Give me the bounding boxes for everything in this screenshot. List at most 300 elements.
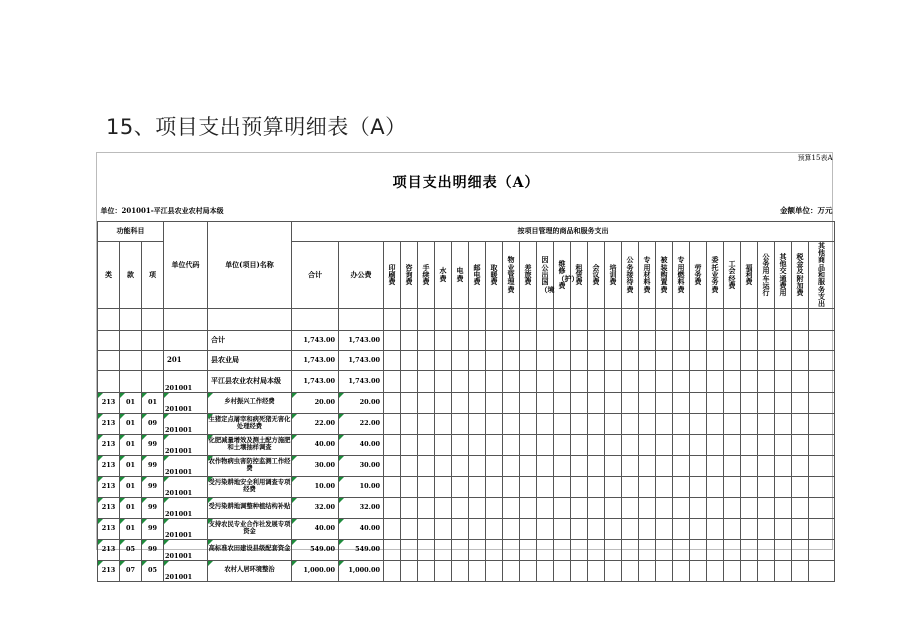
header-item-label: 其他商品和服务支出 [818,240,826,309]
blank-cell [622,308,639,330]
empty-cell [486,539,503,560]
empty-cell [486,370,503,392]
empty-cell [707,330,724,350]
cell-xiang: 99 [142,518,164,539]
header-item-label: 税金及附加费 [796,251,804,298]
empty-cell [469,497,486,518]
header-item [401,241,418,308]
empty-cell [775,497,792,518]
empty-cell [384,350,401,370]
header-office: 办公费 [339,241,384,308]
empty-cell [435,370,452,392]
header-item [418,241,435,308]
empty-cell [758,518,775,539]
empty-cell [401,518,418,539]
blank-cell [758,308,775,330]
header-item-label: 印刷费 [388,262,396,287]
empty-cell [741,518,758,539]
blank-cell [605,308,622,330]
empty-cell [656,413,673,434]
empty-cell [792,434,809,455]
empty-cell [486,350,503,370]
cell-xiang: 09 [142,413,164,434]
header-item [656,241,673,308]
empty-cell [792,392,809,413]
empty-cell [452,350,469,370]
cell-name: 受污染耕地调整种植结构补贴 [208,497,292,518]
empty-cell [503,455,520,476]
empty-cell [758,539,775,560]
empty-cell [554,476,571,497]
empty-cell [588,392,605,413]
cell-lei [98,370,120,392]
empty-cell [418,370,435,392]
empty-cell [758,476,775,497]
blank-cell [520,308,537,330]
empty-cell [775,455,792,476]
empty-cell [503,497,520,518]
empty-cell [588,476,605,497]
empty-cell [792,539,809,560]
empty-cell [639,560,656,581]
empty-cell [384,476,401,497]
empty-cell [758,434,775,455]
empty-cell [520,476,537,497]
cell-total: 1,743.00 [292,350,339,370]
empty-cell [792,476,809,497]
table-row [98,413,835,434]
cell-total: 20.00 [292,392,339,413]
empty-cell [758,455,775,476]
empty-cell [775,392,792,413]
empty-cell [673,476,690,497]
empty-cell [656,560,673,581]
empty-cell [639,497,656,518]
cell-total: 1,743.00 [292,330,339,350]
cell-kuan: 01 [120,518,142,539]
cell-xiang [142,350,164,370]
empty-cell [775,476,792,497]
cell-kuan [120,350,142,370]
blank-cell [792,308,809,330]
summary-row [98,350,835,370]
cell-total: 32.00 [292,497,339,518]
empty-cell [384,518,401,539]
empty-cell [435,497,452,518]
cell-lei: 213 [98,560,120,581]
empty-cell [724,413,741,434]
empty-cell [775,413,792,434]
empty-cell [673,350,690,370]
empty-cell [384,497,401,518]
header-item-label: 因公出国（境 [540,255,555,294]
blank-cell [418,308,435,330]
empty-cell [690,434,707,455]
empty-cell [758,392,775,413]
empty-cell [639,455,656,476]
header-item [622,241,639,308]
empty-cell [775,350,792,370]
empty-cell [418,455,435,476]
cell-name: 生猪定点屠宰和病死猪无害化处理经费 [208,413,292,434]
cell-code: 201001 [164,560,208,581]
page-heading: 15、项目支出预算明细表（A） [106,115,407,139]
cell-office: 1,743.00 [339,350,384,370]
empty-cell [503,392,520,413]
empty-cell [656,539,673,560]
cell-office: 1,000.00 [339,560,384,581]
empty-cell [775,518,792,539]
cell-kuan [120,370,142,392]
empty-cell [452,455,469,476]
cell-name: 农村人居环境整治 [208,560,292,581]
empty-cell [724,539,741,560]
cell-code: 201001 [164,539,208,560]
empty-cell [554,350,571,370]
empty-cell [537,350,554,370]
empty-cell [741,370,758,392]
empty-cell [724,497,741,518]
empty-cell [605,455,622,476]
empty-cell [656,370,673,392]
empty-cell [605,370,622,392]
empty-cell [673,560,690,581]
empty-cell [622,350,639,370]
empty-cell [656,476,673,497]
empty-cell [588,518,605,539]
header-unit-name: 单位(项目)名称 [208,221,292,308]
empty-cell [673,539,690,560]
table-row [98,455,835,476]
empty-cell [435,330,452,350]
cell-total: 10.00 [292,476,339,497]
empty-cell [758,350,775,370]
blank-cell [503,308,520,330]
empty-cell [690,497,707,518]
empty-cell [809,350,835,370]
header-item [775,241,792,308]
empty-cell [741,330,758,350]
empty-cell [605,560,622,581]
empty-cell [384,434,401,455]
cell-kuan: 07 [120,560,142,581]
empty-cell [520,560,537,581]
empty-cell [435,560,452,581]
empty-cell [605,497,622,518]
empty-cell [520,413,537,434]
header-item-label: 劳务费 [694,262,702,287]
cell-office: 1,743.00 [339,370,384,392]
cell-name: 支持农民专业合作社发展专项资金 [208,518,292,539]
empty-cell [384,413,401,434]
empty-cell [741,539,758,560]
header-item-label: 会议费 [592,262,600,287]
empty-cell [605,413,622,434]
header-group: 按项目管理的商品和服务支出 [292,221,835,241]
cell-code: 201 [164,350,208,370]
empty-cell [537,476,554,497]
cell-kuan [120,330,142,350]
empty-cell [809,560,835,581]
empty-cell [622,497,639,518]
empty-cell [401,370,418,392]
empty-cell [401,455,418,476]
empty-cell [503,476,520,497]
blank-cell [435,308,452,330]
empty-cell [588,539,605,560]
header-item [537,241,554,308]
empty-cell [418,518,435,539]
empty-cell [707,539,724,560]
cell-code: 201001 [164,518,208,539]
cell-kuan: 01 [120,413,142,434]
header-item-label: 物业管理费 [507,255,515,294]
empty-cell [707,476,724,497]
blank-cell [690,308,707,330]
empty-cell [401,350,418,370]
header-item [707,241,724,308]
empty-cell [401,539,418,560]
empty-cell [707,350,724,370]
cell-lei: 213 [98,392,120,413]
table-row [98,518,835,539]
empty-cell [656,434,673,455]
empty-cell [639,370,656,392]
empty-cell [520,392,537,413]
empty-cell [384,560,401,581]
empty-cell [418,413,435,434]
empty-cell [690,539,707,560]
empty-cell [792,330,809,350]
blank-cell [401,308,418,330]
empty-cell [775,370,792,392]
blank-cell [588,308,605,330]
empty-cell [639,392,656,413]
cell-lei: 213 [98,413,120,434]
empty-cell [605,539,622,560]
empty-cell [452,330,469,350]
header-item [741,241,758,308]
empty-cell [673,392,690,413]
header-kuan: 款 [120,241,142,308]
cell-office: 30.00 [339,455,384,476]
empty-cell [758,413,775,434]
header-item-label: 公务接待费 [626,255,634,294]
cell-xiang [142,370,164,392]
empty-cell [520,539,537,560]
empty-cell [384,370,401,392]
header-func-subject: 功能科目 [98,221,164,241]
empty-cell [503,539,520,560]
empty-cell [435,350,452,370]
empty-cell [707,413,724,434]
cell-kuan: 01 [120,455,142,476]
empty-cell [452,370,469,392]
empty-cell [571,497,588,518]
empty-cell [605,476,622,497]
empty-cell [741,350,758,370]
blank-cell [724,308,741,330]
empty-cell [724,560,741,581]
cell-kuan: 01 [120,476,142,497]
empty-cell [571,330,588,350]
blank-cell [673,308,690,330]
empty-cell [571,413,588,434]
empty-cell [571,518,588,539]
cell-total: 1,000.00 [292,560,339,581]
empty-cell [690,518,707,539]
empty-cell [673,330,690,350]
blank-cell [554,308,571,330]
empty-cell [384,539,401,560]
blank-cell [164,308,208,330]
empty-cell [639,413,656,434]
empty-cell [503,560,520,581]
header-item [639,241,656,308]
empty-cell [486,560,503,581]
cell-kuan: 01 [120,434,142,455]
empty-cell [554,518,571,539]
empty-cell [435,455,452,476]
empty-cell [537,560,554,581]
empty-cell [520,330,537,350]
empty-cell [622,455,639,476]
empty-cell [401,434,418,455]
cell-office: 549.00 [339,539,384,560]
empty-cell [469,350,486,370]
empty-cell [639,330,656,350]
cell-kuan: 05 [120,539,142,560]
empty-cell [537,539,554,560]
empty-cell [469,518,486,539]
empty-cell [690,560,707,581]
empty-cell [639,518,656,539]
header-total: 合计 [292,241,339,308]
empty-cell [537,497,554,518]
header-item [520,241,537,308]
empty-cell [775,539,792,560]
empty-cell [673,370,690,392]
empty-cell [707,560,724,581]
empty-cell [469,330,486,350]
header-item-label: 其他交通费用 [779,251,787,298]
empty-cell [605,350,622,370]
blank-cell [486,308,503,330]
empty-cell [537,370,554,392]
cell-xiang: 99 [142,455,164,476]
header-item [809,241,835,308]
empty-cell [435,539,452,560]
header-item [435,241,452,308]
empty-cell [707,370,724,392]
empty-cell [656,455,673,476]
empty-cell [418,560,435,581]
empty-cell [622,518,639,539]
cell-lei: 213 [98,455,120,476]
empty-cell [554,434,571,455]
header-item-label: 邮电费 [473,262,481,287]
cell-code: 201001 [164,455,208,476]
empty-cell [469,560,486,581]
blank-cell [98,308,120,330]
header-item-label: 维修（护）费 [557,258,579,290]
header-lei: 类 [98,241,120,308]
empty-cell [707,518,724,539]
empty-cell [673,518,690,539]
empty-cell [741,392,758,413]
empty-cell [520,497,537,518]
empty-cell [588,413,605,434]
cell-lei: 213 [98,497,120,518]
cell-lei: 213 [98,518,120,539]
empty-cell [486,434,503,455]
header-item [690,241,707,308]
empty-cell [588,330,605,350]
cell-total: 22.00 [292,413,339,434]
empty-cell [656,392,673,413]
empty-cell [469,434,486,455]
cell-lei [98,350,120,370]
empty-cell [622,370,639,392]
header-item [503,241,520,308]
empty-cell [741,476,758,497]
empty-cell [588,370,605,392]
header-item-label: 委托业务费 [711,255,719,294]
budget-table [97,153,835,582]
cell-name: 农作物病虫害防控监测工作经费 [208,455,292,476]
empty-cell [605,330,622,350]
cell-xiang: 99 [142,497,164,518]
empty-cell [384,455,401,476]
header-item-label: 差旅费 [524,262,532,287]
blank-cell [208,308,292,330]
empty-cell [418,330,435,350]
summary-row [98,370,835,392]
empty-cell [503,350,520,370]
empty-cell [707,497,724,518]
cell-code: 201001 [164,497,208,518]
empty-cell [690,476,707,497]
empty-cell [537,330,554,350]
empty-cell [452,539,469,560]
cell-office: 10.00 [339,476,384,497]
empty-cell [605,518,622,539]
header-unit-code: 单位代码 [164,221,208,308]
empty-cell [537,518,554,539]
empty-cell [520,350,537,370]
empty-cell [809,455,835,476]
empty-cell [639,476,656,497]
empty-cell [384,330,401,350]
table-row [98,497,835,518]
empty-cell [690,370,707,392]
header-item [486,241,503,308]
empty-cell [571,455,588,476]
empty-cell [435,434,452,455]
empty-cell [503,330,520,350]
table-row [98,434,835,455]
blank-cell [469,308,486,330]
empty-cell [554,455,571,476]
empty-cell [401,560,418,581]
empty-cell [741,434,758,455]
empty-cell [775,560,792,581]
header-item-label: 福利费 [745,262,753,287]
header-item-label: 手续费 [422,262,430,287]
empty-cell [503,413,520,434]
empty-cell [656,497,673,518]
empty-cell [418,392,435,413]
